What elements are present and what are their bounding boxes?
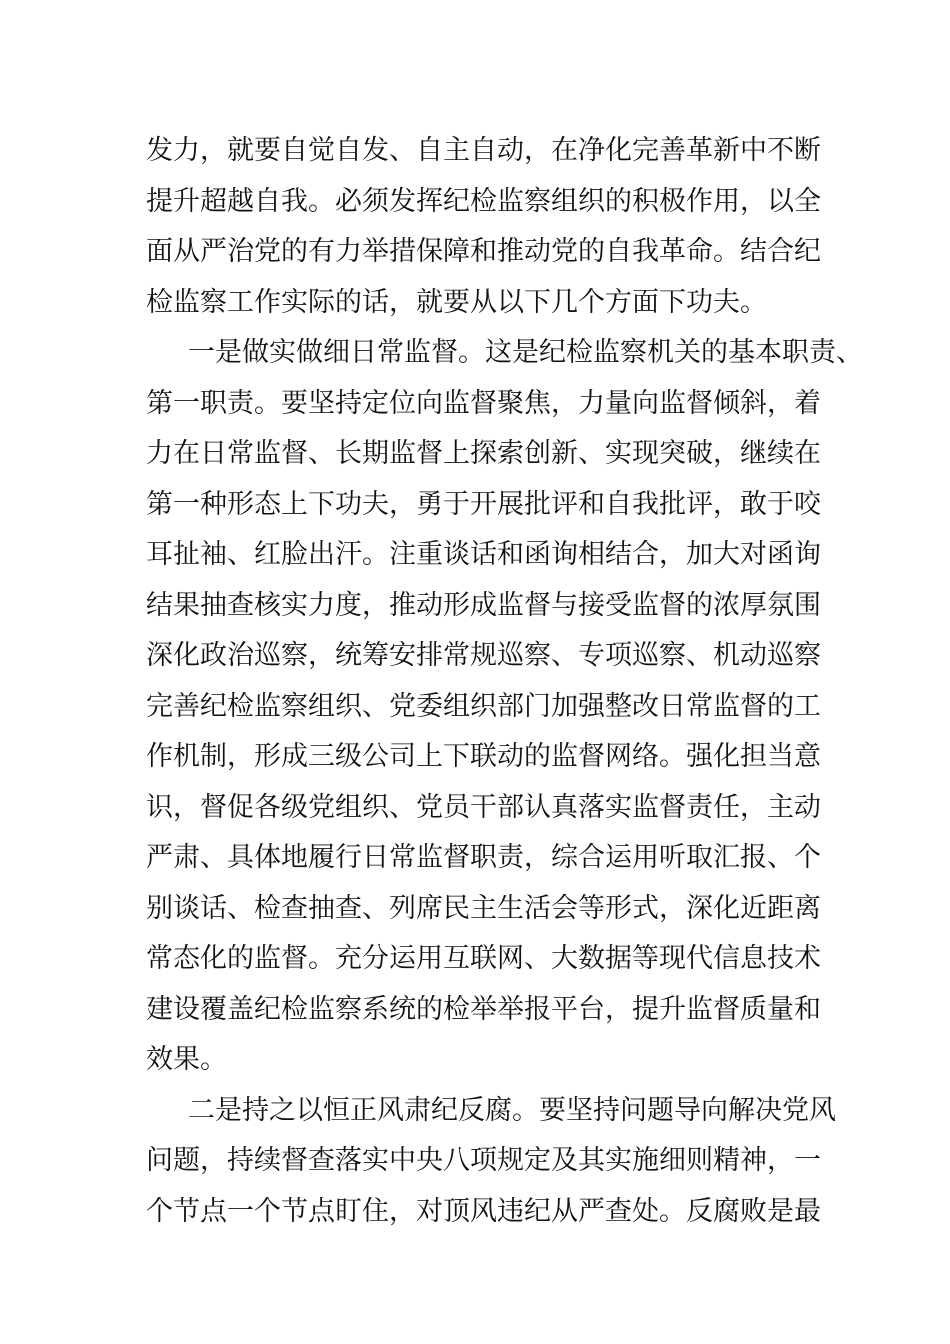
text-line: 面从严治党的有力举措保障和推动党的自我革命。结合纪 xyxy=(146,236,821,267)
text-line: 检监察工作实际的话，就要从以下几个方面下功夫。 xyxy=(146,286,767,318)
paragraph-first-line: 二是持之以恒正风肃纪反腐。要坚持问题导向解决党风 xyxy=(188,1094,836,1126)
text-line: 常态化的监督。充分运用互联网、大数据等现代信息技术 xyxy=(146,943,821,974)
text-line: 结果抽查核实力度，推动形成监督与接受监督的浓厚氛围 xyxy=(146,589,821,621)
text-line: 耳扯袖、红脸出汗。注重谈话和函询相结合，加大对函询 xyxy=(146,539,821,570)
text-line: 严肃、具体地履行日常监督职责，综合运用听取汇报、个 xyxy=(146,842,821,873)
text-line: 发力，就要自觉自发、自主自动，在净化完善革新中不断 xyxy=(146,135,821,166)
text-line: 别谈话、检查抽查、列席民主生活会等形式，深化近距离 xyxy=(146,892,821,924)
body-text xyxy=(146,126,863,1237)
text-line: 完善纪检监察组织、党委组织部门加强整改日常监督的工 xyxy=(146,690,821,722)
text-line: 作机制，形成三级公司上下联动的监督网络。强化担当意 xyxy=(146,741,821,772)
text-line: 提升超越自我。必须发挥纪检监察组织的积极作用，以全 xyxy=(146,185,821,217)
text-line: 效果。 xyxy=(146,1044,227,1075)
paragraph-first-line: 一是做实做细日常监督。这是纪检监察机关的基本职责、 xyxy=(188,337,863,368)
text-line: 深化政治巡察，统筹安排常规巡察、专项巡察、机动巡察 xyxy=(146,640,821,671)
text-line: 问题，持续督查落实中央八项规定及其实施细则精神，一 xyxy=(146,1145,821,1176)
text-line: 个节点一个节点盯住，对顶风违纪从严查处。反腐败是最 xyxy=(146,1195,821,1227)
text-line: 第一职责。要坚持定位向监督聚焦，力量向监督倾斜，着 xyxy=(146,387,821,419)
text-line: 识，督促各级党组织、党员干部认真落实监督责任，主动 xyxy=(146,791,821,823)
text-line: 建设覆盖纪检监察系统的检举举报平台，提升监督质量和 xyxy=(146,993,821,1025)
text-line: 力在日常监督、长期监督上探索创新、实现突破，继续在 xyxy=(146,438,821,469)
text-line: 第一种形态上下功夫，勇于开展批评和自我批评，敢于咬 xyxy=(146,488,821,520)
